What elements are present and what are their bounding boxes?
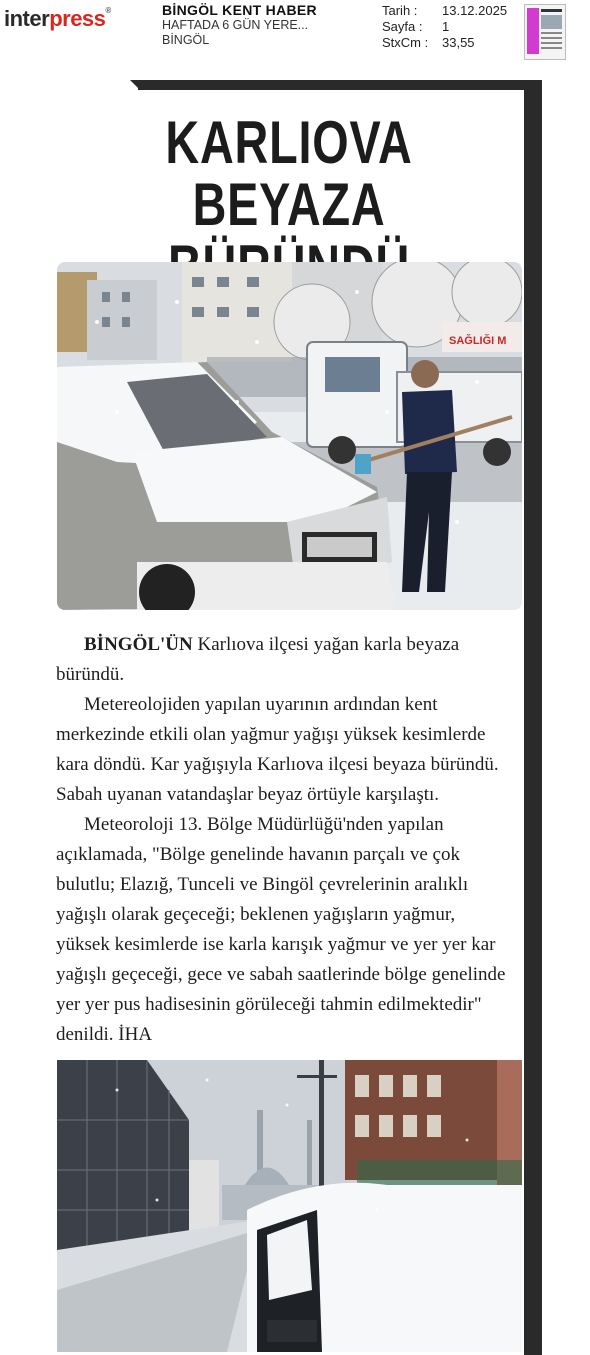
interpress-logo: interpress® (4, 6, 111, 31)
paragraph-1: BİNGÖL'ÜN Karlıova ilçesi yağan karla beyaza büründü. (56, 634, 460, 685)
article-body (56, 630, 508, 1050)
publication-city: BİNGÖL (162, 33, 210, 47)
frame-top-bar (138, 80, 542, 90)
page-thumbnail[interactable] (524, 4, 566, 60)
publication-frequency: HAFTADA 6 GÜN YERE... (162, 18, 309, 32)
meta-stxcm: StxCm : 33,55 (382, 35, 475, 50)
publication-info (162, 3, 362, 48)
photo-snowy-street (57, 1060, 522, 1352)
paragraph-2: Metereolojiden yapılan uyarının ardından kent merkezinde etkili olan yağmur yağışı yüksek kesimlerde kara döndü. Kar yağışıyla Karlıova ilçesi beyaza büründü. Sabah uyanan vatandaşlar beyaz örtüyle karşılaştı. (56, 694, 499, 805)
meta-date: Tarih : 13.12.2025 (382, 3, 508, 18)
meta-page: Sayfa : 1 (382, 19, 450, 34)
photo-man-clearing-snow (57, 262, 522, 610)
article-headline: KARLIOVA BEYAZA (165, 109, 413, 238)
frame-right-bar (524, 80, 542, 1355)
paragraph-3: Meteoroloji 13. Bölge Müdürlüğü'nden yapılan açıklamada, "Bölge genelinde havanın parçalı ve çok bulutlu; Elazığ, Tunceli ve Bingöl çevrelerinin aralıklı yağışlı olarak geçeceği; beklenen yağışların yağmur, yüksek kesimlerde ise karla karışık yağmur ve yer yer kar yağışlı geçeceği, gece ve sabah saatlerinde bölge genelinde yer yer pus hadisesinin görüleceği tahmin edilmektedir" denildi. İHA (56, 814, 506, 1045)
publication-name: BİNGÖL KENT HABER (162, 2, 317, 18)
shop-sign-text: SAĞLIĞI M (449, 335, 507, 347)
lead-word: BİNGÖL'ÜN (84, 634, 193, 655)
clipping-meta (382, 3, 507, 51)
